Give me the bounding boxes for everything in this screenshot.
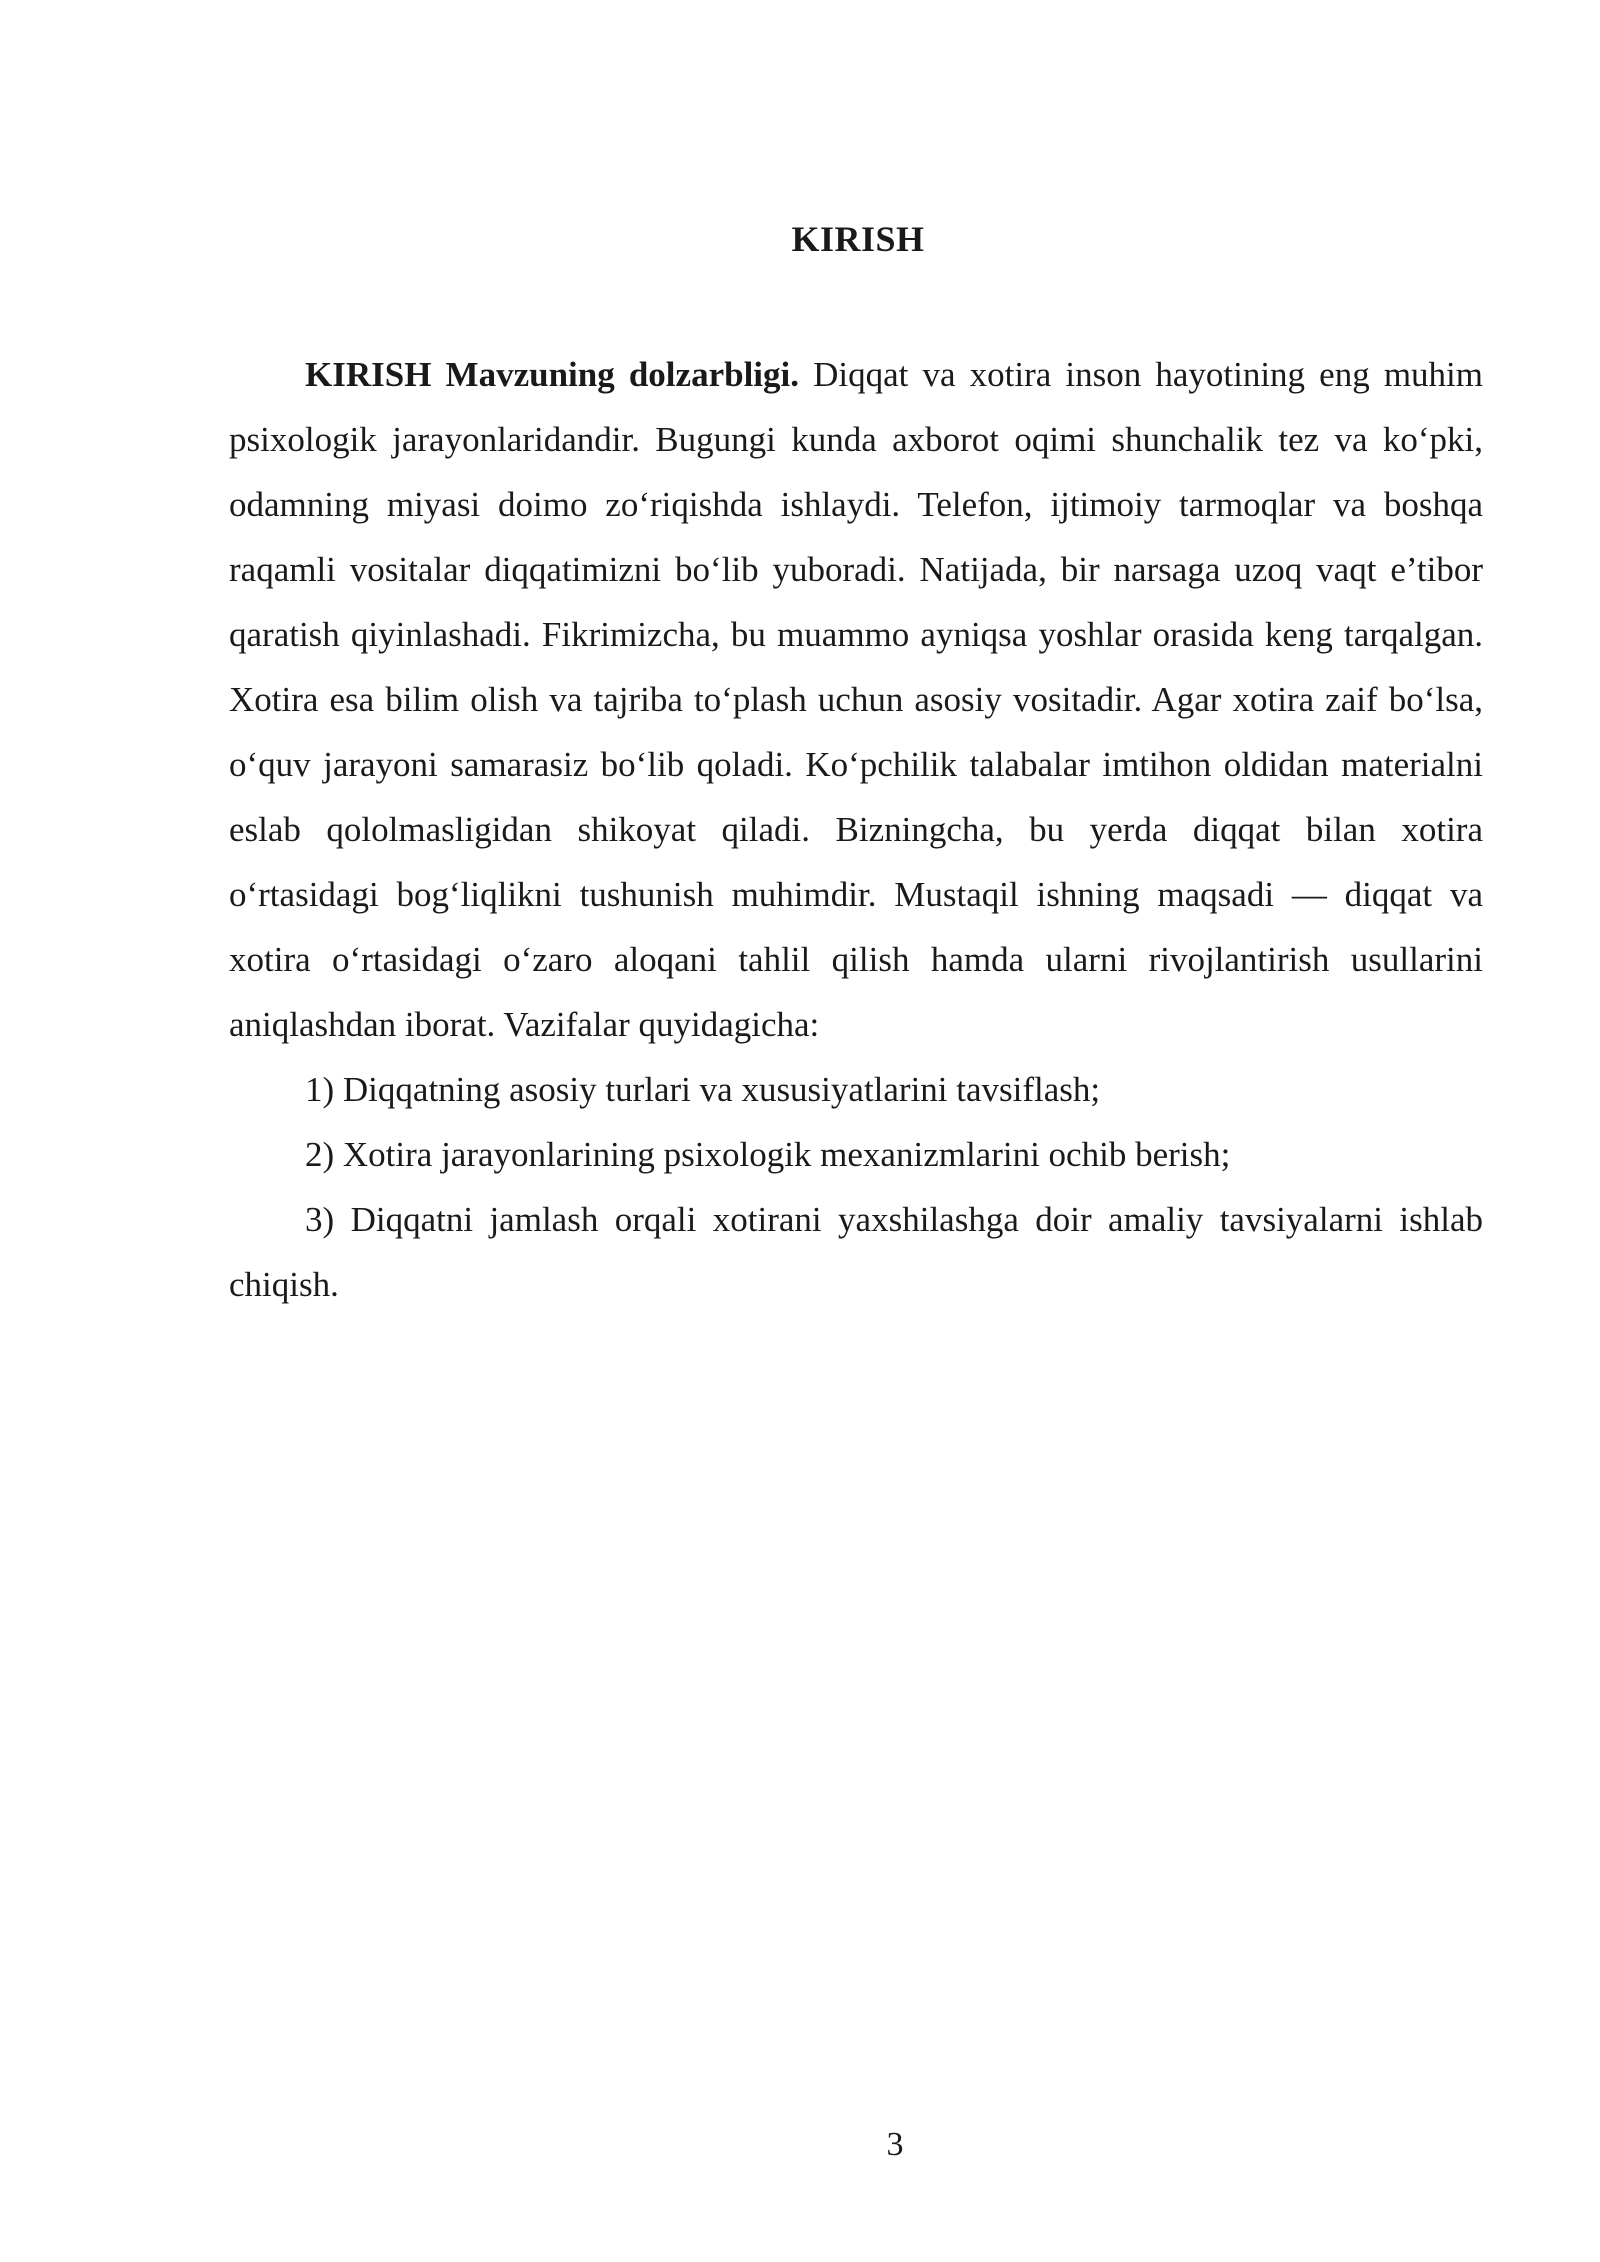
task-item-3: 3) Diqqatni jamlash orqali xotirani yaxshilashga doir amaliy tavsiyalarni ishlab chiqish. xyxy=(229,1200,1483,1304)
intro-paragraph xyxy=(229,342,1483,1057)
intro-lead: KIRISH Mavzuning dolzarbligi. xyxy=(305,355,799,394)
section-heading: KIRISH xyxy=(791,219,925,259)
body-text xyxy=(229,342,1483,1317)
intro-text: Diqqat va xotira inson hayotining eng muhim psixologik jarayonlaridandir. Bugungi kunda axborot oqimi shunchalik tez va ko‘pki, odamning miyasi doimo zo‘riqishda ishlaydi. Telefon, ijtimoiy tarmoqlar va boshqa raqamli vositalar diqqatimizni bo‘lib yuboradi. Natijada, bir narsaga uzoq vaqt e’tibor qaratish qiyinlashadi. Fikrimizcha, bu muammo ayniqsa yoshlar orasida keng tarqalgan. Xotira esa bilim olish va tajriba to‘plash uchun asosiy vositadir. Agar xotira zaif bo‘lsa, o‘quv jarayoni samarasiz bo‘lib qoladi. Ko‘pchilik talabalar imtihon oldidan materialni eslab qololmasligidan shikoyat qiladi. Bizningcha, bu yerda diqqat bilan xotira o‘rtasidagi bog‘liqlikni tushunish muhimdir. Mustaqil ishning maqsadi — diqqat va xotira o‘rtasidagi o‘zaro aloqani tahlil qilish hamda ularni rivojlantirish usullarini aniqlashdan iborat. Vazifalar quyidagicha: xyxy=(229,355,1483,1044)
page-number: 3 xyxy=(886,2126,904,2163)
task-item-2: 2) Xotira jarayonlarining psixologik mexanizmlarini ochib berish; xyxy=(305,1135,1231,1174)
task-item-1: 1) Diqqatning asosiy turlari va xususiyatlarini tavsiflash; xyxy=(305,1070,1101,1109)
